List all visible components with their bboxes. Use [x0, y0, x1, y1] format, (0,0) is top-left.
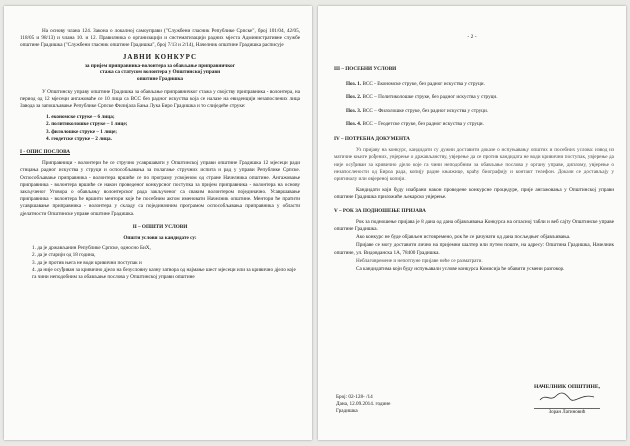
deadline-paragraph-1: Рок за подношење пријава је 8 дана од дана објављивања Конкурса на огласној табли и веб сајту Општинске управе општине Градишка. — [334, 218, 614, 233]
signature-block — [534, 384, 600, 415]
reference-place: Градишка — [336, 408, 358, 415]
page-1-content — [20, 28, 300, 281]
position-text: ВСС – Политиколошке струке, без радног искуства у струци. — [362, 94, 498, 101]
profession-item: 4. геодетске струке – 2 лица. — [46, 135, 112, 142]
page-2-content — [334, 60, 614, 277]
profession-item: 3. филолошке струке – 1 лице; — [46, 128, 118, 135]
profession-item: 1. економске струке – 6 лица; — [46, 114, 115, 121]
general-conditions-list — [32, 245, 300, 281]
position-item — [346, 108, 614, 115]
general-condition-item: 4. да није осуђиван за кривично дјело на безусловну казну затвора од најмање шест мјесеци или за кривично дјело које га чини неподобним за обављање послова у Општинској управи општине — [32, 266, 296, 281]
deadline-paragraph-5: Са кандидатима који буду испуњавали услове конкурса Комисија ће обавити усмени разговор. — [356, 266, 565, 273]
required-documents-paragraph: Уз пријаву на конкурс, кандидати су дужни доставити доказе о испуњавању општих и посебних услова: извод из матичне књиге рођених, увјерење о држављанству, увјерење да се против кандидата не води кривични поступак, увјерење да није осуђиван за кривично дјело које га чини неподобним за обављање послова у органу управе, диплому, увјерење о незапослености од Бироа рада, копију радне књижице, краћу биографију и контакт телефон. Докази се достављају у оригиналу или овјереној копији. — [334, 147, 614, 183]
general-conditions-intro: Општи услови за кандидате су: — [123, 235, 197, 242]
section-heading-job-description: I - ОПИС ПОСЛОВА — [20, 149, 71, 156]
position-item — [346, 81, 614, 88]
document-page-1 — [4, 6, 312, 440]
section-heading-special-conditions: III – ПОСЕБНИ УСЛОВИ — [334, 66, 397, 72]
position-text: ВСС – Геодетске струке, без радног искуства у струци. — [362, 120, 484, 127]
reference-block — [336, 394, 390, 416]
profession-item: 2. политиколошке струке – 1 лице; — [46, 121, 128, 128]
position-text: ВСС – Филолошке струке, без радног искуства у струци. — [362, 107, 489, 114]
section-heading-deadline: V – РОК ЗА ПОДНОШЕЊЕ ПРИЈАВА — [334, 207, 426, 214]
position-item — [346, 94, 614, 101]
deadline-paragraph-2: Ако конкурс не буде објављен истовремено, рок ће се рачунати од дана посљедњег објављивања. — [356, 234, 571, 241]
document-subtitle-line-3: општине Градишка — [136, 76, 184, 82]
document-page-2 — [318, 6, 626, 440]
section-heading-required-documents: IV – ПОТРЕБНА ДОКУМЕНТА — [334, 136, 410, 143]
position-label: Поз. 1. — [346, 81, 362, 88]
reference-number: Број: 02-128- /14 — [336, 394, 373, 400]
deadline-paragraph-4: Неблаговремене и непотпуне пријаве неће се разматрати. — [356, 257, 483, 264]
position-item — [346, 121, 614, 128]
deadline-paragraph-3: Пријаве се могу доставити лично на пријемни шалтер или путем поште, на адресу: Општина Градишка, Начелник општине, ул. Видовданска 1А, 78400 Градишка. — [334, 242, 614, 256]
signatory-name: Зоран Латиновић — [534, 408, 600, 415]
job-description-paragraph: Приправници - волонтери ће се стручно усавршавати у Општинској управи општине Градишка 12 мјесеци ради стицања радног искуства у струци и оспособљавања за полагање стручних испита и рад у управи Републике Српске. Оспособљавање приправника - волонтера вршиће се по програму усвојеном од стране Начелника општине. Ангажовање приправника - волонтера вршиће се након проведеног конкурсног поступка за пријем приправника - волонтера на основу закљученог Уговора о обављању волонтерског рада закљученог са сваким волонтером појединачно. Усавршавање приправника - волонтера ће вршити ментори које ће посебним актом именовати Начелник општине. Ментори ће пратити усавршавање приправника - волонтера у складу са појединачним програмом оспособљавања приправника у области дјелатности Општинске управе општине Градишка. — [20, 160, 300, 217]
page-number: - 2 - — [467, 34, 477, 40]
document-subtitle-line-2: стажа са статусом волонтера у Општинској управи — [99, 69, 221, 76]
profession-list — [46, 114, 300, 143]
document-subtitle-line-1: за пријем приправника-волонтера за обављање приправничког — [84, 62, 236, 69]
handwritten-signature-icon — [538, 391, 596, 403]
scope-paragraph: У Општинску управу општине Градишка за обављање приправничког стажа у својству приправника - волонтера, на период од 12 мјесеци ангажоваће се 10 лица са ВСС без радног искуства која се налазе на евиденцији незапослених лица Завода за запошљавање Републике Српске Филијала Бања Лука Биро Градишка и то слиједеће струке: — [20, 88, 300, 109]
position-text: ВСС - Економске струке, без радног искуства у струци. — [362, 81, 485, 88]
intro-paragraph: На основу члана 124. Закона о локалној самоуправи ("Службени гласник Републике Српске", број 101/04, 42/05, 118/05 и 98/13) и члана 10. и 12. Правилника о организацији и систематизацији радних мјеста Административне службе општине Градишка ("Службени гласник општине Градишка", број 7/13 и 2/14), Начелник општине Градишка расписује — [20, 28, 300, 49]
general-condition-item: 1. да је држављанин Републике Српске, односно БиХ, — [32, 245, 151, 252]
position-label: Поз. 2. — [346, 94, 362, 101]
general-condition-item: 2. да је старији од 18 година, — [32, 252, 96, 259]
signature-title: НАЧЕЛНИК ОПШТИНЕ, — [533, 384, 600, 390]
position-label: Поз. 4. — [346, 120, 362, 127]
medical-certificate-paragraph: Кандидати који буду изабрани након проведене конкурсне процедуре, прије ангажовања у Општинској управи општине Градишка приложиће љекарско увјерење. — [334, 187, 614, 201]
reference-date: Дана, 12.09.2014. године — [336, 401, 391, 408]
position-label: Поз. 3. — [346, 107, 362, 114]
document-title: ЈАВНИ КОНКУРС — [122, 52, 198, 61]
section-heading-general-conditions: II – ОПШТИ УСЛОВИ — [132, 223, 188, 230]
general-condition-item: 3. да је против њега не води кривични поступак и — [32, 259, 142, 266]
